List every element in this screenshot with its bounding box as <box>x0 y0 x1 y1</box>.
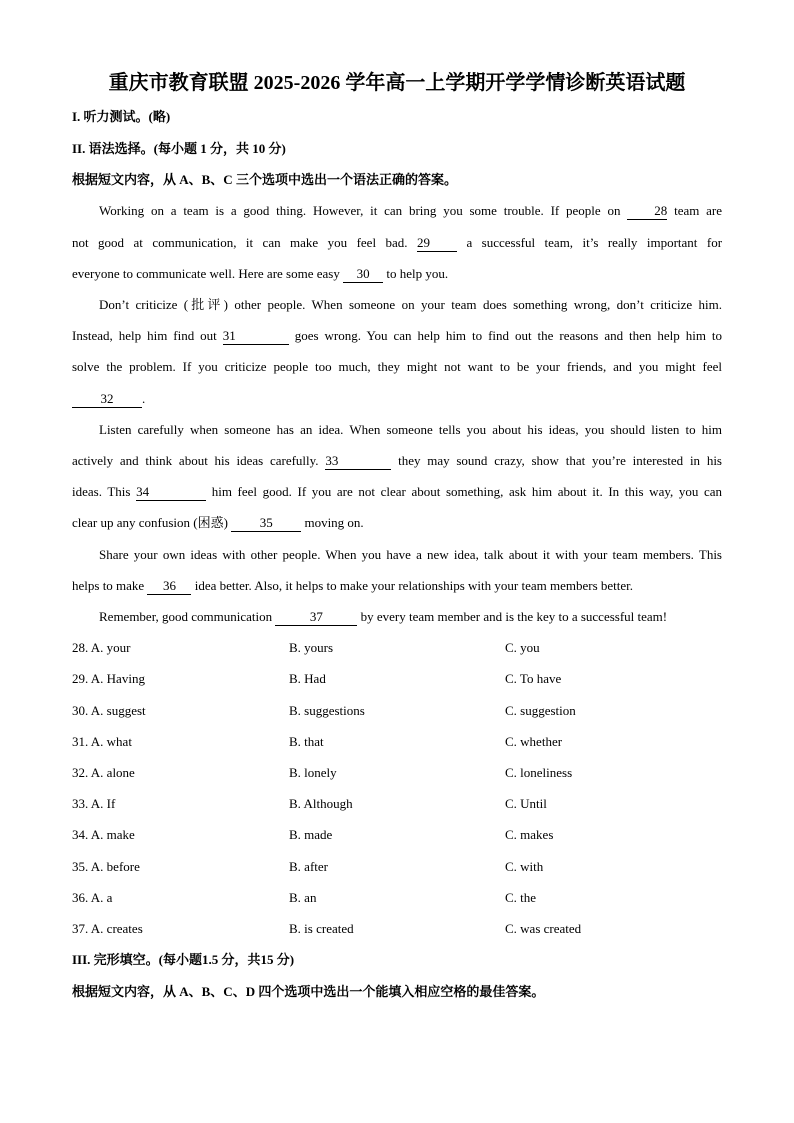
option-33-b: B. Although <box>289 796 353 811</box>
option-37-b: B. is created <box>289 921 354 936</box>
section-grammar-heading: II. 语法选择。(每小题 1 分，共 10 分) <box>72 141 286 156</box>
blank-34: 34 <box>136 484 206 501</box>
blank-36: 36 <box>147 578 191 595</box>
passage-line: actively and think about his ideas carefully. 33 they may sound crazy, show that you’re interested in his <box>72 453 722 468</box>
passage-line: 32 . <box>72 389 722 409</box>
option-28-a: 28. A. your <box>72 640 131 655</box>
passage-line: not good at communication, it can make you feel bad. 29 a successful team, it’s really important for <box>72 235 723 250</box>
option-29-c: C. To have <box>505 671 562 686</box>
option-33-c: C. Until <box>505 796 547 811</box>
blank-33: 33 <box>325 453 391 470</box>
option-37-c: C. was created <box>505 921 582 936</box>
passage-line: everyone to communicate well. Here are some easy 30 to help you. <box>72 266 449 281</box>
option-32-a: 32. A. alone <box>72 765 135 780</box>
option-35-b: B. after <box>289 859 328 874</box>
blank-37: 37 <box>275 609 357 626</box>
option-30-b: B. suggestions <box>289 703 365 718</box>
section-cloze-heading: III. 完形填空。(每小题1.5 分，共15 分) <box>72 952 295 967</box>
option-34-c: C. makes <box>505 827 554 842</box>
option-36-b: B. an <box>289 890 317 905</box>
option-35-c: C. with <box>505 859 544 874</box>
option-29-a: 29. A. Having <box>72 671 145 686</box>
passage-line: Instead, help him find out 31 goes wrong. You can help him to find out the reasons and then help him to <box>72 328 723 343</box>
option-31-b: B. that <box>289 734 324 749</box>
option-30-c: C. suggestion <box>505 703 576 718</box>
option-32-c: C. loneliness <box>505 765 573 780</box>
blank-32: 32 <box>72 391 142 408</box>
option-28-b: B. yours <box>289 640 334 655</box>
passage-line: ideas. This 34 him feel good. If you are not clear about something, ask him about it. In this way, you can <box>72 484 723 499</box>
passage-line: Working on a team is a good thing. However, it can bring you some trouble. If people on 28 team are <box>99 203 723 218</box>
blank-30: 30 <box>343 266 383 283</box>
cloze-instruction: 根据短文内容，从 A、B、C、D 四个选项中选出一个能填入相应空格的最佳答案。 <box>72 984 545 999</box>
blank-35: 35 <box>231 515 301 532</box>
blank-29: 29 <box>417 235 457 252</box>
passage-line: solve the problem. If you criticize people too much, they might not want to be your friends, and you might feel <box>72 359 722 374</box>
passage-line: helps to make 36 idea better. Also, it helps to make your relationships with your team members better. <box>72 578 634 593</box>
grammar-instruction: 根据短文内容，从 A、B、C 三个选项中选出一个语法正确的答案。 <box>72 172 457 187</box>
option-35-a: 35. A. before <box>72 859 140 874</box>
option-33-a: 33. A. If <box>72 796 116 811</box>
passage-line: Listen carefully when someone has an idea. When someone tells you about his ideas, you should listen to him <box>99 422 722 437</box>
blank-31: 31 <box>223 328 289 345</box>
section-listening-heading: I. 听力测试。(略) <box>72 109 171 124</box>
option-36-a: 36. A. a <box>72 890 113 905</box>
passage-line: Remember, good communication 37 by every team member and is the key to a successful team! <box>99 609 668 624</box>
option-29-b: B. Had <box>289 671 326 686</box>
option-31-c: C. whether <box>505 734 563 749</box>
option-31-a: 31. A. what <box>72 734 132 749</box>
passage-line: Share your own ideas with other people. When you have a new idea, talk about it with your team members. This <box>99 547 722 562</box>
option-34-b: B. made <box>289 827 333 842</box>
option-32-b: B. lonely <box>289 765 337 780</box>
blank-28: 28 <box>627 203 667 220</box>
option-30-a: 30. A. suggest <box>72 703 146 718</box>
option-28-c: C. you <box>505 640 540 655</box>
option-34-a: 34. A. make <box>72 827 135 842</box>
option-37-a: 37. A. creates <box>72 921 143 936</box>
page-title: 重庆市教育联盟 2025-2026 学年高一上学期开学学情诊断英语试题 <box>108 72 686 94</box>
option-36-c: C. the <box>505 890 537 905</box>
passage-line: Don’t criticize (批评) other people. When someone on your team does something wrong, don’t criticize him. <box>99 297 722 312</box>
passage-line: clear up any confusion (困惑) 35 moving on. <box>72 515 364 530</box>
